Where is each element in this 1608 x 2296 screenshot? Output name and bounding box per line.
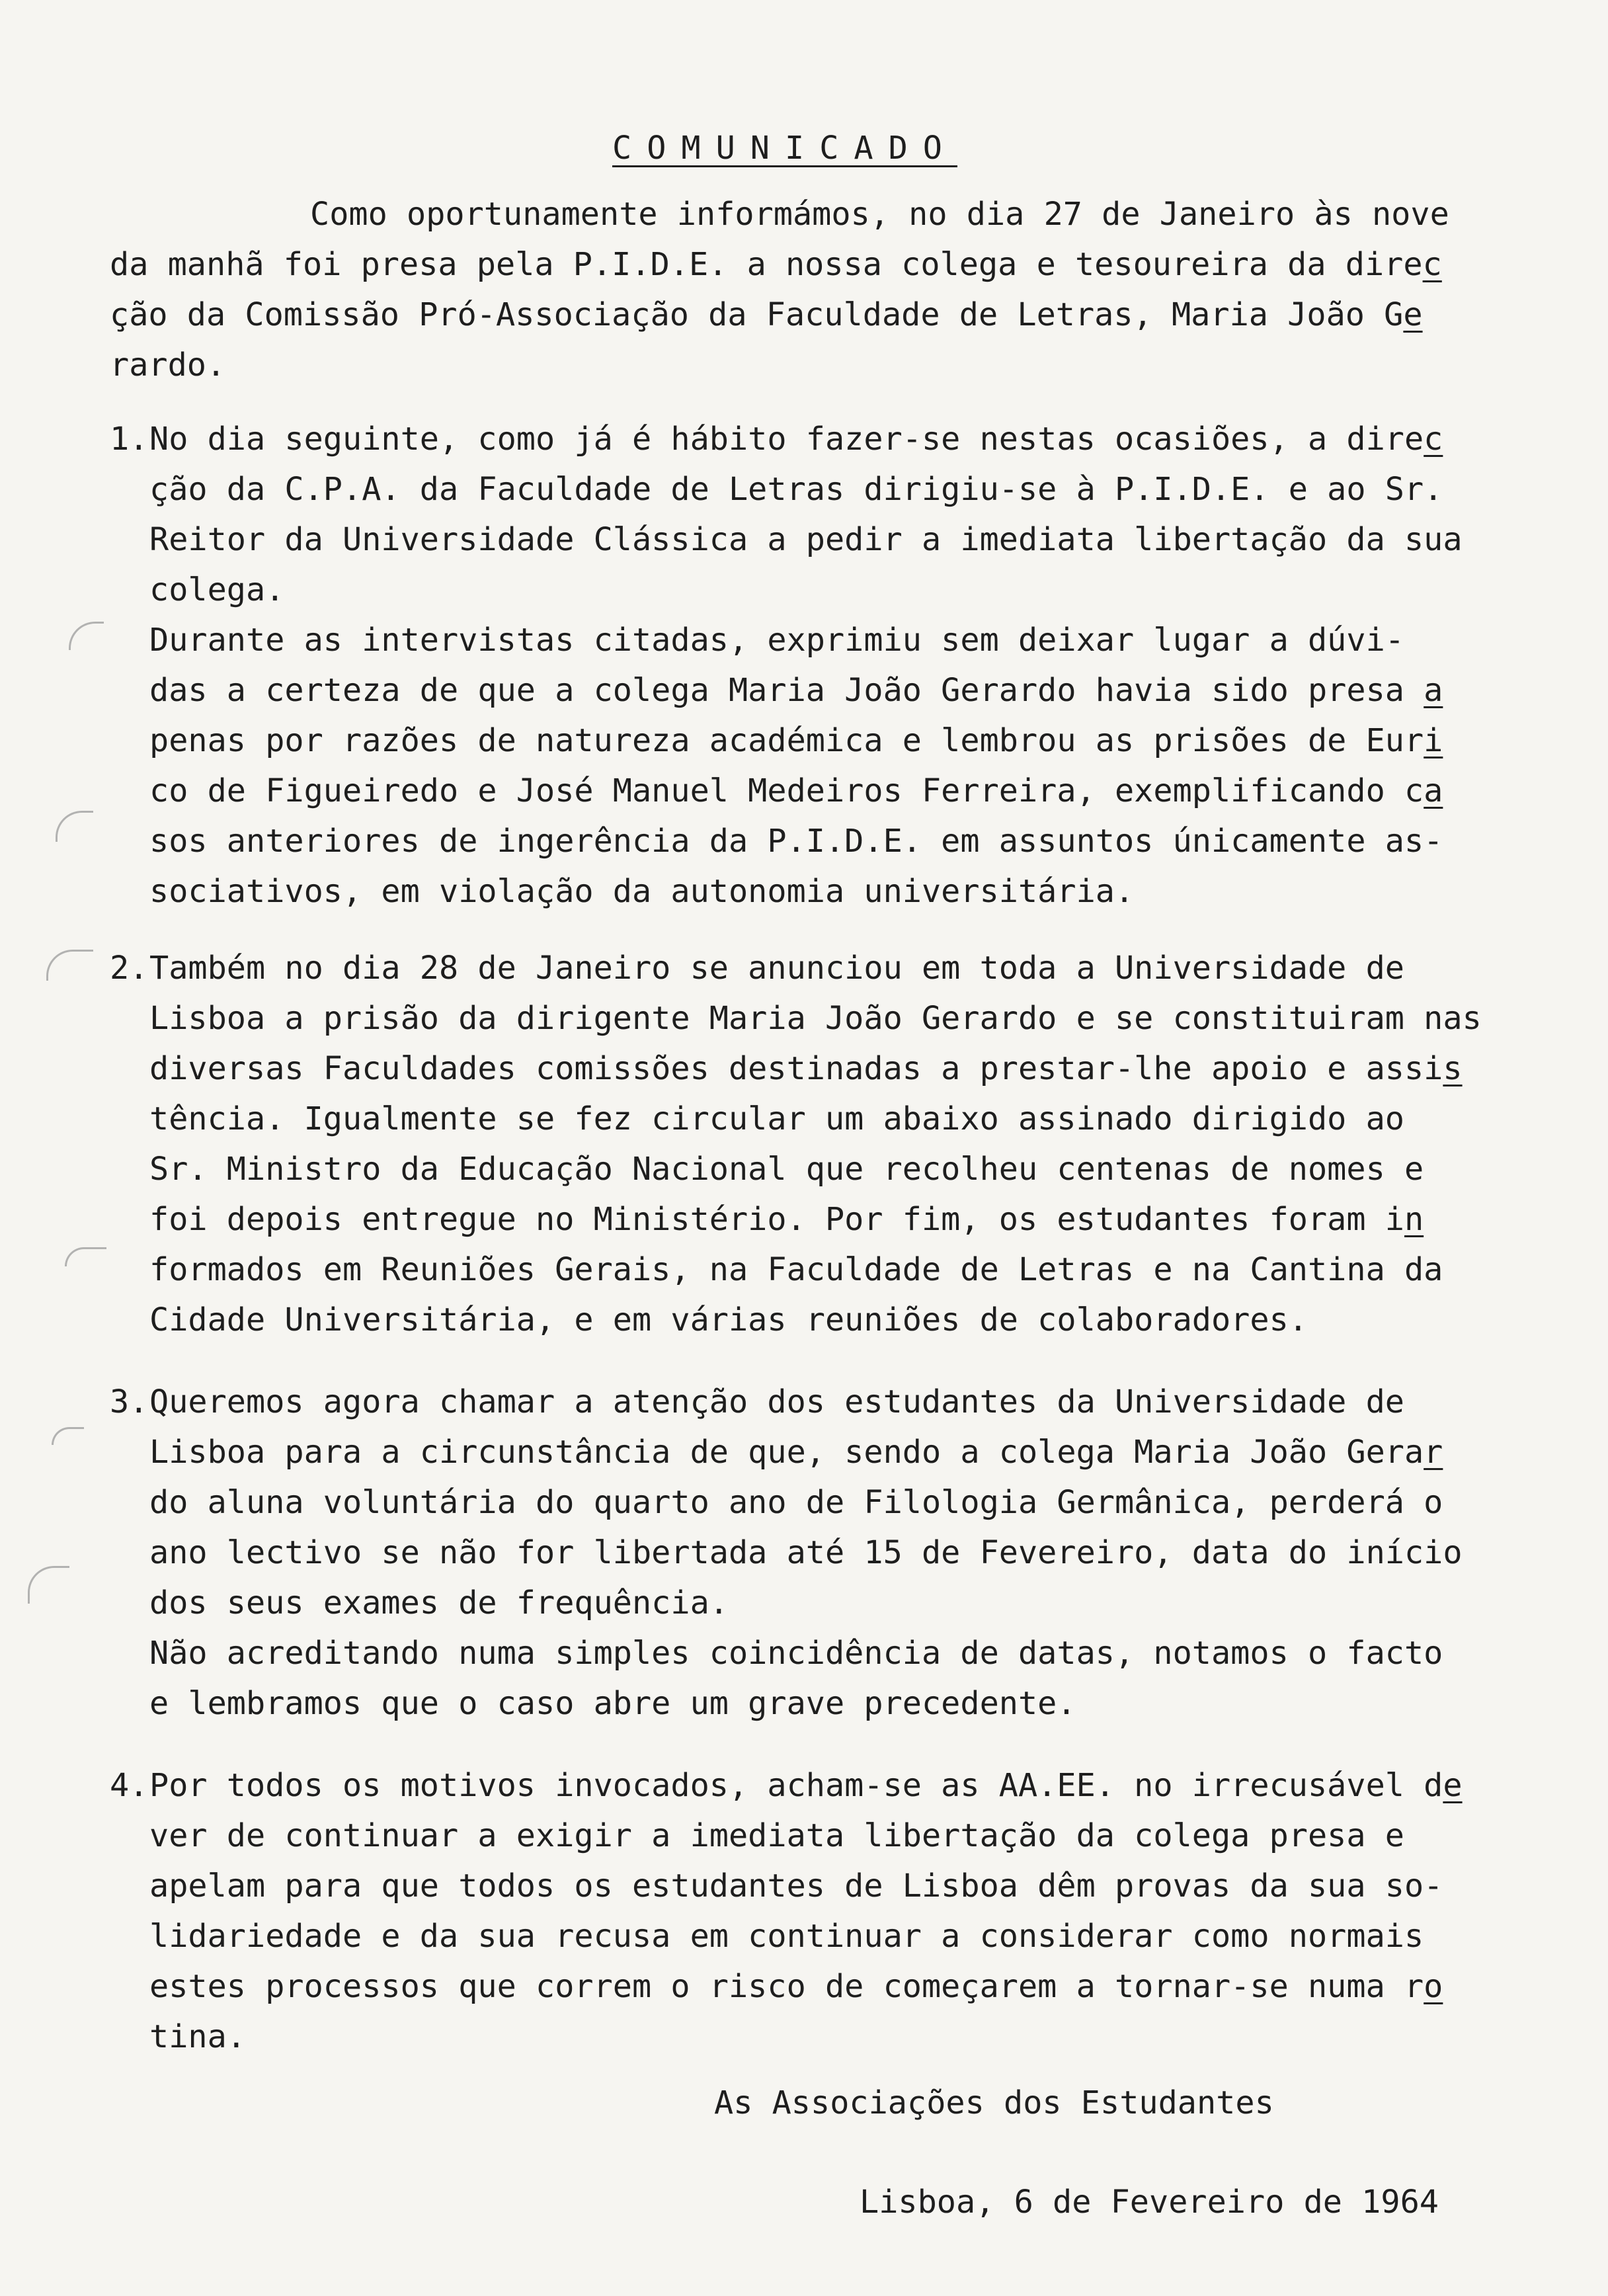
item-line: sociativos, em violação da autonomia universitária.	[149, 873, 1135, 910]
underlined-continuation: a	[1424, 672, 1443, 709]
intro-line: ção da Comissão Pró-Associação da Faculdade de Letras, Maria João Ge	[110, 296, 1423, 333]
underlined-continuation: c	[1422, 246, 1442, 283]
underlined-continuation: c	[1424, 421, 1443, 458]
item-line: tência. Igualmente se fez circular um abaixo assinado dirigido ao	[149, 1100, 1404, 1137]
item-line: Lisboa para a circunstância de que, sendo a colega Maria João Gerar	[149, 1434, 1443, 1471]
item-line: ver de continuar a exigir a imediata libertação da colega presa e	[149, 1817, 1404, 1854]
item-line: Sr. Ministro da Educação Nacional que recolheu centenas de nomes e	[149, 1151, 1424, 1188]
document-title: COMUNICADO	[612, 130, 957, 167]
item-line: penas por razões de natureza académica e lembrou as prisões de Euri	[149, 722, 1443, 759]
item-line: Não acreditando numa simples coincidência de datas, notamos o facto	[149, 1635, 1443, 1672]
item-number: 3.	[110, 1383, 149, 1420]
underlined-continuation: i	[1424, 722, 1443, 759]
signature: As Associações dos Estudantes	[714, 2084, 1274, 2121]
underlined-continuation: s	[1443, 1050, 1463, 1087]
item-line: dos seus exames de frequência.	[149, 1584, 729, 1621]
item-line: ano lectivo se não for libertada até 15 de Fevereiro, data do início	[149, 1534, 1463, 1571]
item-line: colega.	[149, 571, 285, 608]
punch-hole-mark	[69, 622, 104, 650]
item-line: co de Figueiredo e José Manuel Medeiros Ferreira, exemplificando ca	[149, 772, 1443, 809]
underlined-continuation: r	[1424, 1434, 1443, 1471]
underlined-continuation: a	[1424, 772, 1443, 809]
item-line: Cidade Universitária, e em várias reuniões de colaboradores.	[149, 1301, 1308, 1338]
item-line: apelam para que todos os estudantes de Lisboa dêm provas da sua so-	[149, 1867, 1443, 1905]
item-line: Por todos os motivos invocados, acham-se as AA.EE. no irrecusável de	[149, 1767, 1463, 1804]
item-line: Lisboa a prisão da dirigente Maria João Gerardo e se constituiram nas	[149, 1000, 1482, 1037]
item-line: Também no dia 28 de Janeiro se anunciou em toda a Universidade de	[149, 950, 1404, 987]
item-line: formados em Reuniões Gerais, na Faculdade de Letras e na Cantina da	[149, 1251, 1443, 1288]
underlined-continuation: n	[1404, 1201, 1424, 1238]
underlined-continuation: e	[1443, 1767, 1463, 1804]
item-line: Reitor da Universidade Clássica a pedir a imediata libertação da sua	[149, 521, 1463, 558]
punch-hole-mark	[52, 1427, 84, 1445]
item-line: tina.	[149, 2018, 246, 2055]
item-line: estes processos que correm o risco de começarem a tornar-se numa ro	[149, 1968, 1443, 2005]
underlined-continuation: e	[1403, 296, 1423, 333]
item-number: 2.	[110, 950, 149, 987]
punch-hole-mark	[28, 1566, 69, 1604]
intro-line: da manhã foi presa pela P.I.D.E. a nossa colega e tesoureira da direc	[110, 246, 1442, 283]
item-line: das a certeza de que a colega Maria João Gerardo havia sido presa a	[149, 672, 1443, 709]
intro-line: Como oportunamente informámos, no dia 27 de Janeiro às nove	[310, 196, 1449, 233]
intro-line: rardo.	[110, 347, 226, 384]
item-number: 4.	[110, 1767, 149, 1804]
item-number: 1.	[110, 421, 149, 458]
item-line: Durante as intervistas citadas, exprimiu sem deixar lugar a dúvi-	[149, 622, 1404, 659]
punch-hole-mark	[56, 811, 93, 842]
underlined-continuation: o	[1424, 1968, 1443, 2005]
date-line: Lisboa, 6 de Fevereiro de 1964	[860, 2184, 1439, 2221]
item-line: No dia seguinte, como já é hábito fazer-se nestas ocasiões, a direc	[149, 421, 1443, 458]
punch-hole-mark	[46, 950, 93, 981]
item-line: lidariedade e da sua recusa em continuar a considerar como normais	[149, 1918, 1424, 1955]
item-line: e lembramos que o caso abre um grave precedente.	[149, 1685, 1076, 1722]
item-line: Queremos agora chamar a atenção dos estudantes da Universidade de	[149, 1383, 1404, 1420]
item-line: foi depois entregue no Ministério. Por fim, os estudantes foram in	[149, 1201, 1424, 1238]
item-line: diversas Faculdades comissões destinadas a prestar-lhe apoio e assis	[149, 1050, 1463, 1087]
punch-hole-mark	[65, 1247, 106, 1266]
item-line: ção da C.P.A. da Faculdade de Letras dirigiu-se à P.I.D.E. e ao Sr.	[149, 471, 1443, 508]
item-line: sos anteriores de ingerência da P.I.D.E. em assuntos únicamente as-	[149, 823, 1443, 860]
item-line: do aluna voluntária do quarto ano de Filologia Germânica, perderá o	[149, 1484, 1443, 1521]
